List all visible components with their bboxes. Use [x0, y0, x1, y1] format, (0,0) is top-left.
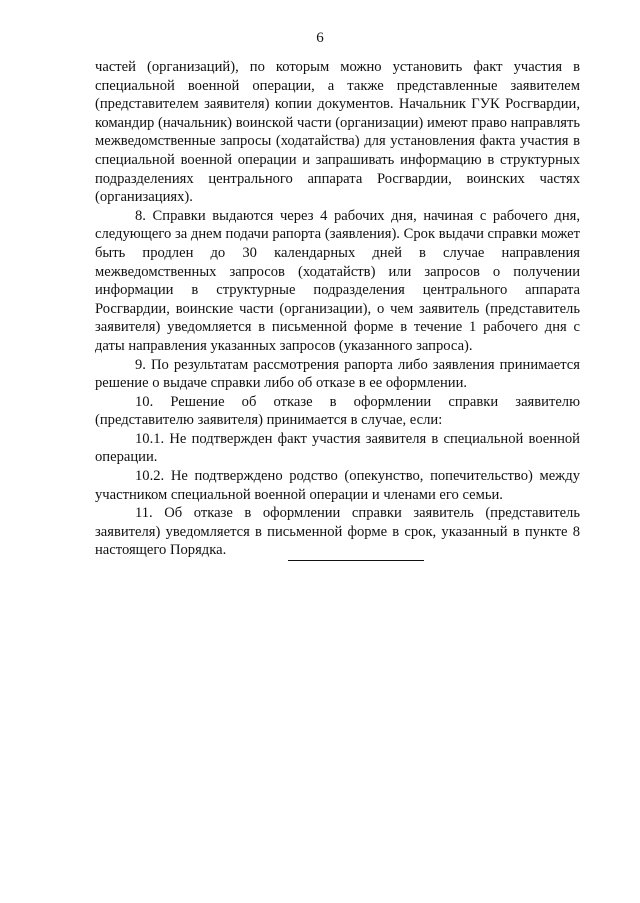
paragraph-continuation: частей (организаций), по которым можно установить факт участия в специальной военной операции, а также представленные заявителем (представителем заявителя) копии документов. Начальник ГУК Росгвардии, командир (начальник) воинской части (организации) имеют право направлять межведомственные запросы (ходатайства) для установления факта участия в специальной военной операции и запрашивать информацию в структурных подразделениях центрального аппарата Росгвардии, воинских частях (организациях). — [95, 59, 580, 206]
paragraph-item-10-2: 10.2. Не подтверждено родство (опекунство, попечительство) между участником специальной военной операции и членами его семьи. — [95, 468, 580, 503]
paragraph-item-9: 9. По результатам рассмотрения рапорта либо заявления принимается решение о выдаче справки либо об отказе в ее оформлении. — [95, 356, 580, 392]
end-of-document-rule — [288, 560, 424, 561]
paragraph-item-11: 11. Об отказе в оформлении справки заявитель (представитель заявителя) уведомляется в письменной форме в срок, указанный в пункте 8 настоящего Порядка. — [95, 505, 580, 559]
page-number: 6 — [316, 30, 324, 46]
paragraph-item-8: 8. Справки выдаются через 4 рабочих дня, начиная с рабочего дня, следующего за днем подачи рапорта (заявления). Срок выдачи справки может быть продлен до 30 календарных дней в случае направления межведомственных запросов (ходатайств) или запросов о получении информации в структурные подразделения центрального аппарата Росгвардии, воинские части (организации), о чем заявитель (представитель заявителя) уведомляется в письменной форме в течение 1 рабочего дня с даты направления указанных запросов (указанного запроса). — [95, 207, 580, 354]
document-body — [95, 58, 580, 560]
paragraph-item-10: 10. Решение об отказе в оформлении справки заявителю (представителю заявителя) принимается в случае, если: — [95, 393, 580, 429]
paragraph-item-10-1: 10.1. Не подтвержден факт участия заявителя в специальной военной операции. — [95, 430, 580, 466]
